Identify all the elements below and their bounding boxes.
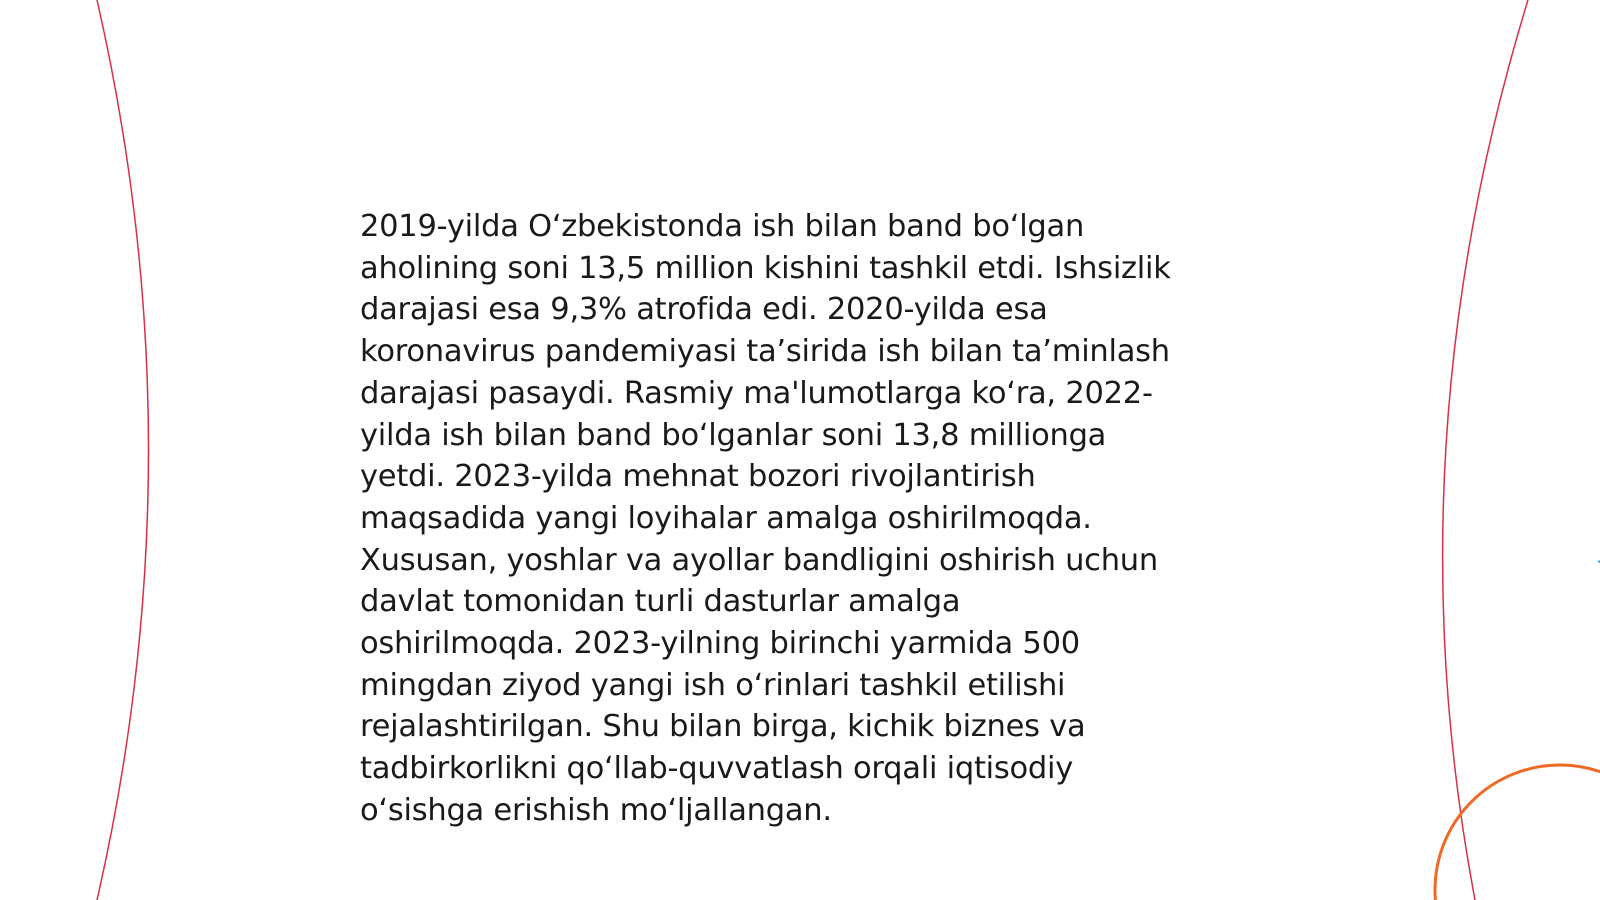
text-line: tadbirkorlikni qo‘llab-quvvatlash orqali iqtisodiy — [360, 751, 1074, 787]
text-line: o‘sishga erishish mo‘ljallangan. — [360, 792, 832, 828]
left-arc-line — [97, 0, 149, 900]
right-arc-line — [1443, 0, 1528, 900]
text-line: yetdi. 2023-yilda mehnat bozori rivojlantirish — [360, 459, 1036, 495]
text-line: Xususan, yoshlar va ayollar bandligini oshirish uchun — [360, 542, 1158, 578]
text-line: oshirilmoqda. 2023-yilning birinchi yarmida 500 — [360, 626, 1080, 662]
text-line: darajasi esa 9,3% atrofida edi. 2020-yilda esa — [360, 292, 1048, 328]
body-paragraph — [360, 206, 1240, 832]
text-line: darajasi pasaydi. Rasmiy ma'lumotlarga ko‘ra, 2022- — [360, 375, 1153, 411]
text-line: mingdan ziyod yangi ish o‘rinlari tashkil etilishi — [360, 667, 1066, 703]
text-line: yilda ish bilan band bo‘lganlar soni 13,8 millionga — [360, 417, 1107, 453]
text-line: aholining soni 13,5 million kishini tashkil etdi. Ishsizlik — [360, 250, 1171, 286]
text-line: 2019-yilda O‘zbekistonda ish bilan band bo‘lgan — [360, 209, 1085, 244]
orange-circle-arc — [1435, 765, 1600, 900]
text-line: davlat tomonidan turli dasturlar amalga — [360, 584, 961, 620]
text-line: maqsadida yangi loyihalar amalga oshirilmoqda. — [360, 500, 1092, 536]
text-line: koronavirus pandemiyasi ta’sirida ish bilan ta’minlash — [360, 334, 1170, 370]
text-line: rejalashtirilgan. Shu bilan birga, kichik biznes va — [360, 709, 1086, 745]
